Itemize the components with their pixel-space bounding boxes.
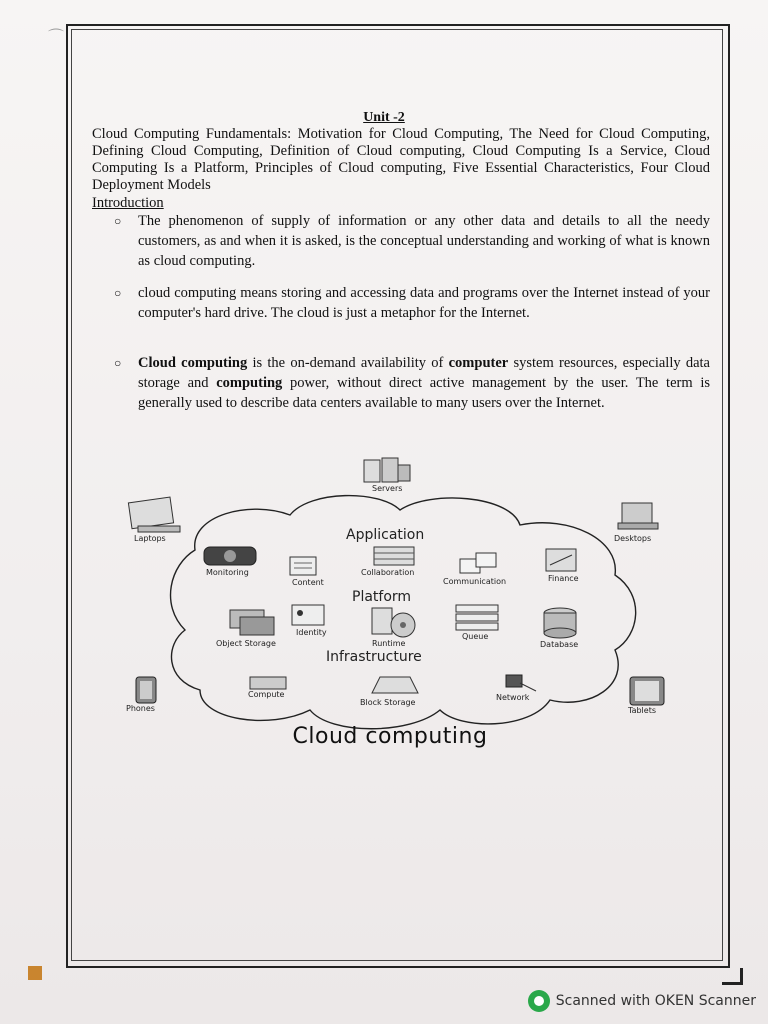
bullet-marker: ○ — [114, 286, 122, 300]
scanner-text: Scanned with OKEN Scanner — [555, 993, 756, 1009]
laptops-label: Laptops — [134, 534, 166, 543]
object-storage-icon — [230, 610, 274, 635]
content-label: Content — [292, 578, 324, 587]
phones-label: Phones — [126, 704, 155, 713]
database-icon — [544, 608, 576, 638]
monitoring-label: Monitoring — [206, 568, 249, 577]
bold-term: computing — [216, 375, 283, 391]
queue-icon — [456, 605, 498, 630]
layer-application: Application — [346, 527, 425, 543]
collaboration-icon — [374, 547, 414, 565]
section-heading: Introduction — [92, 195, 164, 211]
object-storage-label: Object Storage — [216, 639, 276, 648]
bold-term: Cloud computing — [138, 355, 248, 371]
content-icon — [290, 557, 316, 575]
bullet-item-2 — [114, 283, 710, 323]
paper-clip-mark: ⌒ — [48, 29, 65, 46]
collaboration-label: Collaboration — [361, 568, 415, 577]
layer-platform: Platform — [352, 589, 412, 605]
bullet-text: is the on-demand availability of — [247, 355, 449, 371]
page-corner-mark — [722, 968, 743, 985]
phone-icon — [136, 677, 156, 703]
tablets-label: Tablets — [628, 706, 656, 715]
finance-icon — [546, 549, 576, 571]
compute-label: Compute — [248, 690, 285, 699]
cloud-computing-diagram — [100, 455, 680, 765]
block-storage-label: Block Storage — [360, 698, 416, 707]
bold-term: computer — [448, 355, 509, 371]
desktop-icon — [618, 503, 658, 529]
servers-icon — [364, 458, 410, 482]
bullet-marker: ○ — [114, 356, 122, 370]
communication-label: Communication — [443, 577, 507, 586]
compute-icon — [250, 677, 286, 689]
bullet-item-3 — [114, 353, 711, 413]
diagram-caption: Cloud computing — [292, 724, 488, 749]
bullet-text: power, without direct active management by the user. The term is generally used to describe data centers available to many users over the Internet. — [138, 375, 711, 411]
block-storage-icon — [372, 677, 418, 693]
servers-label: Servers — [372, 484, 403, 493]
laptop-icon — [128, 497, 180, 532]
network-label: Network — [496, 693, 530, 702]
bullet-text: cloud computing means storing and accessing data and programs over the Internet instead of your computer's hard drive. The cloud is just a metaphor for the Internet. — [138, 285, 710, 321]
topics-paragraph: Cloud Computing Fundamentals: Motivation for Cloud Computing, The Need for Cloud Computing, Defining Cloud Computing, Definition of Cloud computing, Cloud Computing Is a Service, Cloud Computing Is a Platform, Principles of Cloud computing, Five Essential Characteristics, Four Cloud Deployment Models — [92, 126, 710, 193]
runtime-label: Runtime — [372, 639, 406, 648]
finance-label: Finance — [548, 574, 579, 583]
bullet-item-1 — [114, 211, 710, 271]
bullet-marker: ○ — [114, 214, 122, 228]
identity-icon — [292, 605, 324, 625]
page-corner-mark — [28, 966, 42, 980]
unit-title: Unit -2 — [363, 110, 405, 125]
runtime-icon — [372, 608, 415, 637]
scanner-watermark — [528, 990, 756, 1012]
bullet-text: The phenomenon of supply of information or any other data and details to all the needy customers, as and when it is asked, is the conceptual understanding and working of what is known as cloud computing. — [138, 213, 710, 269]
tablet-icon — [630, 677, 664, 705]
layer-infrastructure: Infrastructure — [326, 649, 422, 665]
scanner-logo-icon — [528, 990, 550, 1012]
communication-icon — [460, 553, 496, 573]
identity-label: Identity — [296, 628, 327, 637]
network-icon — [506, 675, 536, 691]
bullet-text: system resources, especially data storage and — [138, 355, 710, 391]
database-label: Database — [540, 640, 579, 649]
monitoring-icon — [204, 547, 256, 565]
desktops-label: Desktops — [614, 534, 652, 543]
queue-label: Queue — [462, 632, 489, 641]
